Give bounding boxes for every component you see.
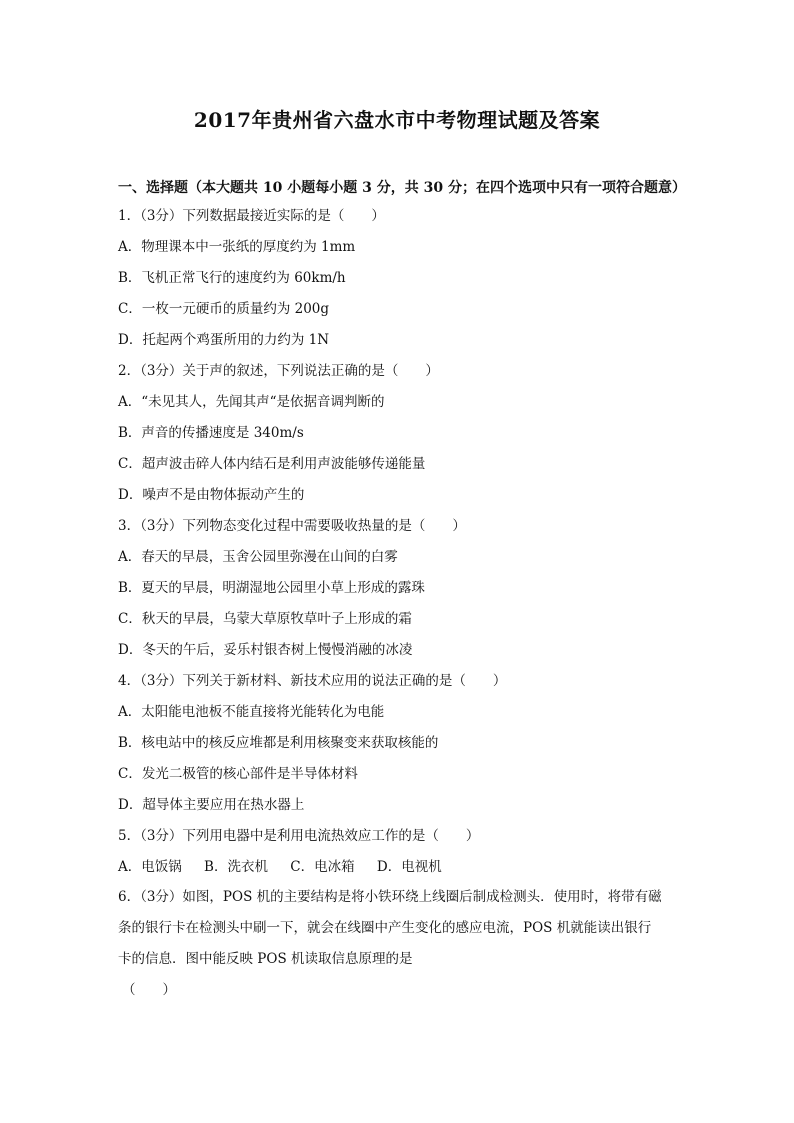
question-1-option-b: B．飞机正常飞行的速度约为 60km/h: [118, 270, 346, 286]
question-6-stem: [118, 882, 678, 1006]
question-3-option-c: C．秋天的早晨，乌蒙大草原牧草叶子上形成的霜: [118, 611, 412, 627]
question-5-option-b: B．洗衣机: [204, 859, 268, 875]
question-5-option-c: C．电冰箱: [290, 859, 355, 875]
question-5-option-a: A．电饭锅: [118, 859, 182, 875]
question-3-option-a: A．春天的早晨，玉舍公园里弥漫在山间的白雾: [118, 549, 398, 565]
question-3-stem: 3．（3分）下列物态变化过程中需要吸收热量的是（ ）: [118, 518, 466, 534]
question-4-option-a: A．太阳能电池板不能直接将光能转化为电能: [118, 704, 385, 720]
question-5-option-d: D．电视机: [376, 859, 442, 875]
question-6-line-1: 6．（3分）如图，POS 机的主要结构是将小铁环绕上线圈后制成检测头．使用时，将带有磁: [118, 889, 662, 905]
question-2-stem: 2．（3分）关于声的叙述，下列说法正确的是（ ）: [118, 363, 439, 379]
question-5-options: [118, 859, 460, 875]
question-1-option-c: C．一枚一元硬币的质量约为 200g: [118, 301, 330, 317]
question-4-option-b: B．核电站中的核反应堆都是利用核聚变来获取核能的: [118, 735, 439, 751]
question-6-line-3: 卡的信息．图中能反映 POS 机读取信息原理的是: [118, 951, 413, 967]
question-2-option-b: B．声音的传播速度是 340m/s: [118, 425, 304, 441]
question-4-option-d: D．超导体主要应用在热水器上: [118, 797, 305, 813]
question-4-option-c: C．发光二极管的核心部件是半导体材料: [118, 766, 358, 782]
question-1-option-a: A．物理课本中一张纸的厚度约为 1mm: [118, 239, 356, 255]
question-2-option-d: D．噪声不是由物体振动产生的: [118, 487, 305, 503]
question-2-option-a: A．“未见其人，先闻其声“是依据音调判断的: [118, 394, 385, 410]
question-1-stem: 1．（3分）下列数据最接近实际的是（ ）: [118, 208, 385, 224]
question-3-option-d: D．冬天的午后，妥乐村银杏树上慢慢消融的冰凌: [118, 642, 413, 658]
question-6-answer-blank: （ ）: [122, 982, 176, 998]
question-5-stem: 5．（3分）下列用电器中是利用电流热效应工作的是（ ）: [118, 828, 480, 844]
question-6-line-2: 条的银行卡在检测头中刷一下，就会在线圈中产生变化的感应电流，POS 机就能读出银行: [118, 920, 652, 936]
question-2-option-c: C．超声波击碎人体内结石是利用声波能够传递能量: [118, 456, 426, 472]
question-4-stem: 4．（3分）下列关于新材料、新技术应用的说法正确的是（ ）: [118, 673, 507, 689]
section-heading: 一、选择题（本大题共 10 小题每小题 3 分，共 30 分；在四个选项中只有一项符合题意）: [118, 180, 686, 196]
question-3-option-b: B．夏天的早晨，明湖湿地公园里小草上形成的露珠: [118, 580, 425, 596]
page-title: 2017年贵州省六盘水市中考物理试题及答案: [193, 108, 601, 132]
question-1-option-d: D．托起两个鸡蛋所用的力约为 1N: [118, 332, 330, 348]
